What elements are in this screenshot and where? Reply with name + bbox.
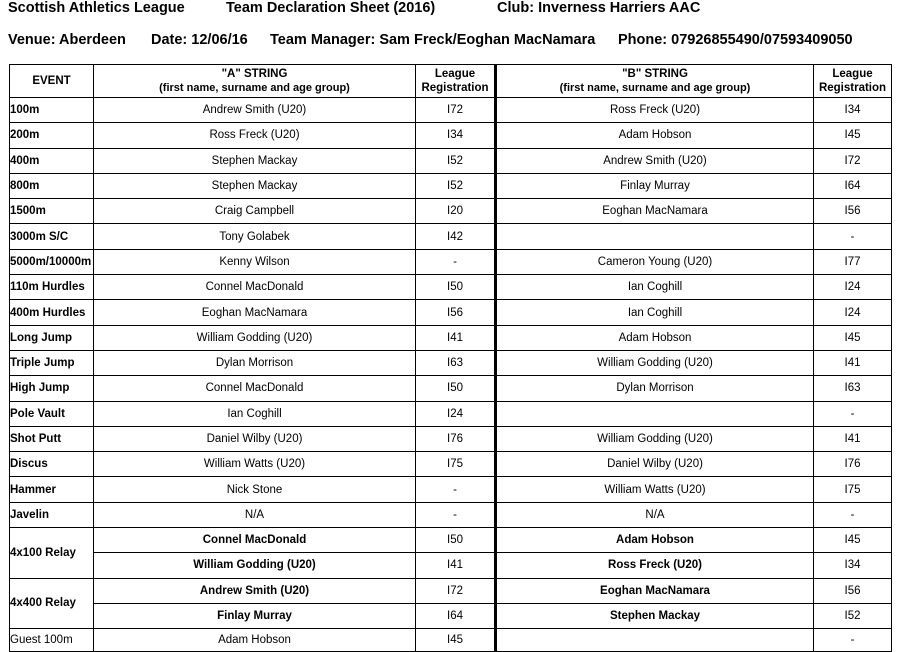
table-row (10, 426, 892, 451)
event-cell: Hammer (10, 477, 94, 502)
team-manager: Team Manager: Sam Freck/Eoghan MacNamara (270, 32, 596, 48)
b-registration-cell: I24 (814, 300, 892, 325)
b-registration-column-header (814, 65, 892, 98)
event-cell: 1500m (10, 199, 94, 224)
event-cell: 400m (10, 148, 94, 173)
b-string-title: "B" STRING (622, 68, 688, 80)
b-registration-cell: I76 (814, 452, 892, 477)
event-cell: 800m (10, 173, 94, 198)
a-registration-cell: I50 (416, 528, 496, 553)
relay-event-cell: 4x400 Relay (10, 578, 94, 629)
table-row (10, 300, 892, 325)
b-athlete-cell: Daniel Wilby (U20) (496, 452, 814, 477)
b-registration-cell: I63 (814, 376, 892, 401)
a-relay-athlete-cell: William Godding (U20) (94, 553, 416, 578)
a-registration-cell: I42 (416, 224, 496, 249)
table-row (10, 123, 892, 148)
a-athlete-cell: Craig Campbell (94, 199, 416, 224)
event-cell: 400m Hurdles (10, 300, 94, 325)
b-registration-cell: - (814, 502, 892, 527)
event-cell: 200m (10, 123, 94, 148)
b-athlete-cell: William Watts (U20) (496, 477, 814, 502)
event-cell: Javelin (10, 502, 94, 527)
event-cell: Shot Putt (10, 426, 94, 451)
a-registration-column-header (416, 65, 496, 98)
b-athlete-cell: Adam Hobson (496, 123, 814, 148)
table-row (10, 224, 892, 249)
b-athlete-cell (496, 629, 814, 652)
guest-row (10, 629, 892, 652)
table-row (10, 452, 892, 477)
a-string-subtitle: (first name, surname and age group) (159, 82, 350, 94)
b-registration-cell: I41 (814, 426, 892, 451)
b-athlete-cell: Cameron Young (U20) (496, 249, 814, 274)
table-row (10, 148, 892, 173)
phone: Phone: 07926855490/07593409050 (618, 32, 853, 48)
table-header-row (10, 65, 892, 98)
a-registration-cell: I45 (416, 629, 496, 652)
a-registration-cell: I41 (416, 553, 496, 578)
a-registration-cell: I76 (416, 426, 496, 451)
b-athlete-cell: Eoghan MacNamara (496, 199, 814, 224)
b-athlete-cell: N/A (496, 502, 814, 527)
b-registration-cell: I41 (814, 350, 892, 375)
b-registration-cell: I34 (814, 553, 892, 578)
event-cell: High Jump (10, 376, 94, 401)
club-name: Club: Inverness Harriers AAC (497, 0, 701, 16)
a-athlete-cell: Tony Golabek (94, 224, 416, 249)
a-athlete-cell: William Godding (U20) (94, 325, 416, 350)
a-registration-cell: I56 (416, 300, 496, 325)
a-league-label: League (434, 68, 476, 80)
a-athlete-cell: Dylan Morrison (94, 350, 416, 375)
a-registration-cell: I24 (416, 401, 496, 426)
a-registration-cell: I72 (416, 578, 496, 603)
b-athlete-cell (496, 401, 814, 426)
a-registration-cell: I20 (416, 199, 496, 224)
a-relay-athlete-cell: Finlay Murray (94, 603, 416, 628)
a-athlete-cell: Andrew Smith (U20) (94, 98, 416, 123)
b-athlete-cell: William Godding (U20) (496, 350, 814, 375)
table-row (10, 350, 892, 375)
table-row (10, 401, 892, 426)
a-relay-athlete-cell: Connel MacDonald (94, 528, 416, 553)
a-registration-cell: I50 (416, 275, 496, 300)
a-athlete-cell: Kenny Wilson (94, 249, 416, 274)
b-registration-cell: I34 (814, 98, 892, 123)
b-relay-athlete-cell: Stephen Mackay (496, 603, 814, 628)
a-athlete-cell: Connel MacDonald (94, 376, 416, 401)
event-cell: 5000m/10000m (10, 249, 94, 274)
b-athlete-cell: Dylan Morrison (496, 376, 814, 401)
table-row (10, 325, 892, 350)
a-registration-cell: I63 (416, 350, 496, 375)
b-athlete-cell: Ian Coghill (496, 275, 814, 300)
a-athlete-cell: Ross Freck (U20) (94, 123, 416, 148)
a-athlete-cell: Connel MacDonald (94, 275, 416, 300)
b-registration-cell: I52 (814, 603, 892, 628)
a-registration-cell: I52 (416, 148, 496, 173)
a-athlete-cell: N/A (94, 502, 416, 527)
sheet-title: Team Declaration Sheet (2016) (226, 0, 436, 16)
event-cell: Triple Jump (10, 350, 94, 375)
a-registration-cell: - (416, 249, 496, 274)
b-registration-cell: I77 (814, 249, 892, 274)
league-title: Scottish Athletics League (8, 0, 185, 16)
a-athlete-cell: Eoghan MacNamara (94, 300, 416, 325)
a-relay-athlete-cell: Andrew Smith (U20) (94, 578, 416, 603)
a-registration-cell: I50 (416, 376, 496, 401)
b-relay-athlete-cell: Adam Hobson (496, 528, 814, 553)
relay-row (10, 528, 892, 553)
a-registration-cell: I52 (416, 173, 496, 198)
b-athlete-cell: Ross Freck (U20) (496, 98, 814, 123)
b-registration-cell: I45 (814, 325, 892, 350)
b-registration-cell: I45 (814, 528, 892, 553)
table-row (10, 477, 892, 502)
a-registration-label: Registration (421, 82, 489, 94)
b-registration-cell: I56 (814, 199, 892, 224)
event-cell: 110m Hurdles (10, 275, 94, 300)
table-row (10, 249, 892, 274)
a-registration-cell: I64 (416, 603, 496, 628)
event-cell: 3000m S/C (10, 224, 94, 249)
b-string-column-header (496, 65, 814, 98)
b-registration-cell: - (814, 401, 892, 426)
relay-row (10, 603, 892, 628)
a-registration-cell: - (416, 502, 496, 527)
table-row (10, 275, 892, 300)
a-registration-cell: I34 (416, 123, 496, 148)
b-athlete-cell: Finlay Murray (496, 173, 814, 198)
b-registration-cell: I24 (814, 275, 892, 300)
relay-row (10, 553, 892, 578)
table-row (10, 199, 892, 224)
a-athlete-cell: William Watts (U20) (94, 452, 416, 477)
b-relay-athlete-cell: Ross Freck (U20) (496, 553, 814, 578)
b-athlete-cell: Adam Hobson (496, 325, 814, 350)
table-row (10, 98, 892, 123)
event-cell: Pole Vault (10, 401, 94, 426)
table-row (10, 376, 892, 401)
a-athlete-cell: Stephen Mackay (94, 173, 416, 198)
b-athlete-cell: Ian Coghill (496, 300, 814, 325)
relay-event-cell: 4x100 Relay (10, 528, 94, 579)
event-cell: Discus (10, 452, 94, 477)
a-string-title: "A" STRING (221, 68, 288, 80)
declaration-table (9, 64, 892, 652)
b-registration-label: Registration (818, 82, 887, 94)
a-registration-cell: I72 (416, 98, 496, 123)
event-cell: Long Jump (10, 325, 94, 350)
b-registration-cell: I64 (814, 173, 892, 198)
a-registration-cell: I41 (416, 325, 496, 350)
a-athlete-cell: Ian Coghill (94, 401, 416, 426)
b-registration-cell: - (814, 224, 892, 249)
event-cell: 100m (10, 98, 94, 123)
b-string-subtitle: (first name, surname and age group) (559, 82, 751, 94)
a-athlete-cell: Daniel Wilby (U20) (94, 426, 416, 451)
table-row (10, 502, 892, 527)
a-athlete-cell: Nick Stone (94, 477, 416, 502)
b-athlete-cell: Andrew Smith (U20) (496, 148, 814, 173)
a-athlete-cell: Stephen Mackay (94, 148, 416, 173)
event-column-header: EVENT (10, 65, 94, 98)
b-registration-cell: I72 (814, 148, 892, 173)
date: Date: 12/06/16 (151, 32, 248, 48)
a-string-column-header (94, 65, 416, 98)
b-registration-cell: - (814, 629, 892, 652)
a-athlete-cell: Adam Hobson (94, 629, 416, 652)
b-registration-cell: I75 (814, 477, 892, 502)
relay-row (10, 578, 892, 603)
b-registration-cell: I45 (814, 123, 892, 148)
b-registration-cell: I56 (814, 578, 892, 603)
b-relay-athlete-cell: Eoghan MacNamara (496, 578, 814, 603)
table-row (10, 173, 892, 198)
a-registration-cell: I75 (416, 452, 496, 477)
venue: Venue: Aberdeen (8, 32, 126, 48)
b-athlete-cell: William Godding (U20) (496, 426, 814, 451)
event-cell: Guest 100m (10, 629, 94, 652)
b-athlete-cell (496, 224, 814, 249)
b-league-label: League (832, 68, 873, 80)
a-registration-cell: - (416, 477, 496, 502)
